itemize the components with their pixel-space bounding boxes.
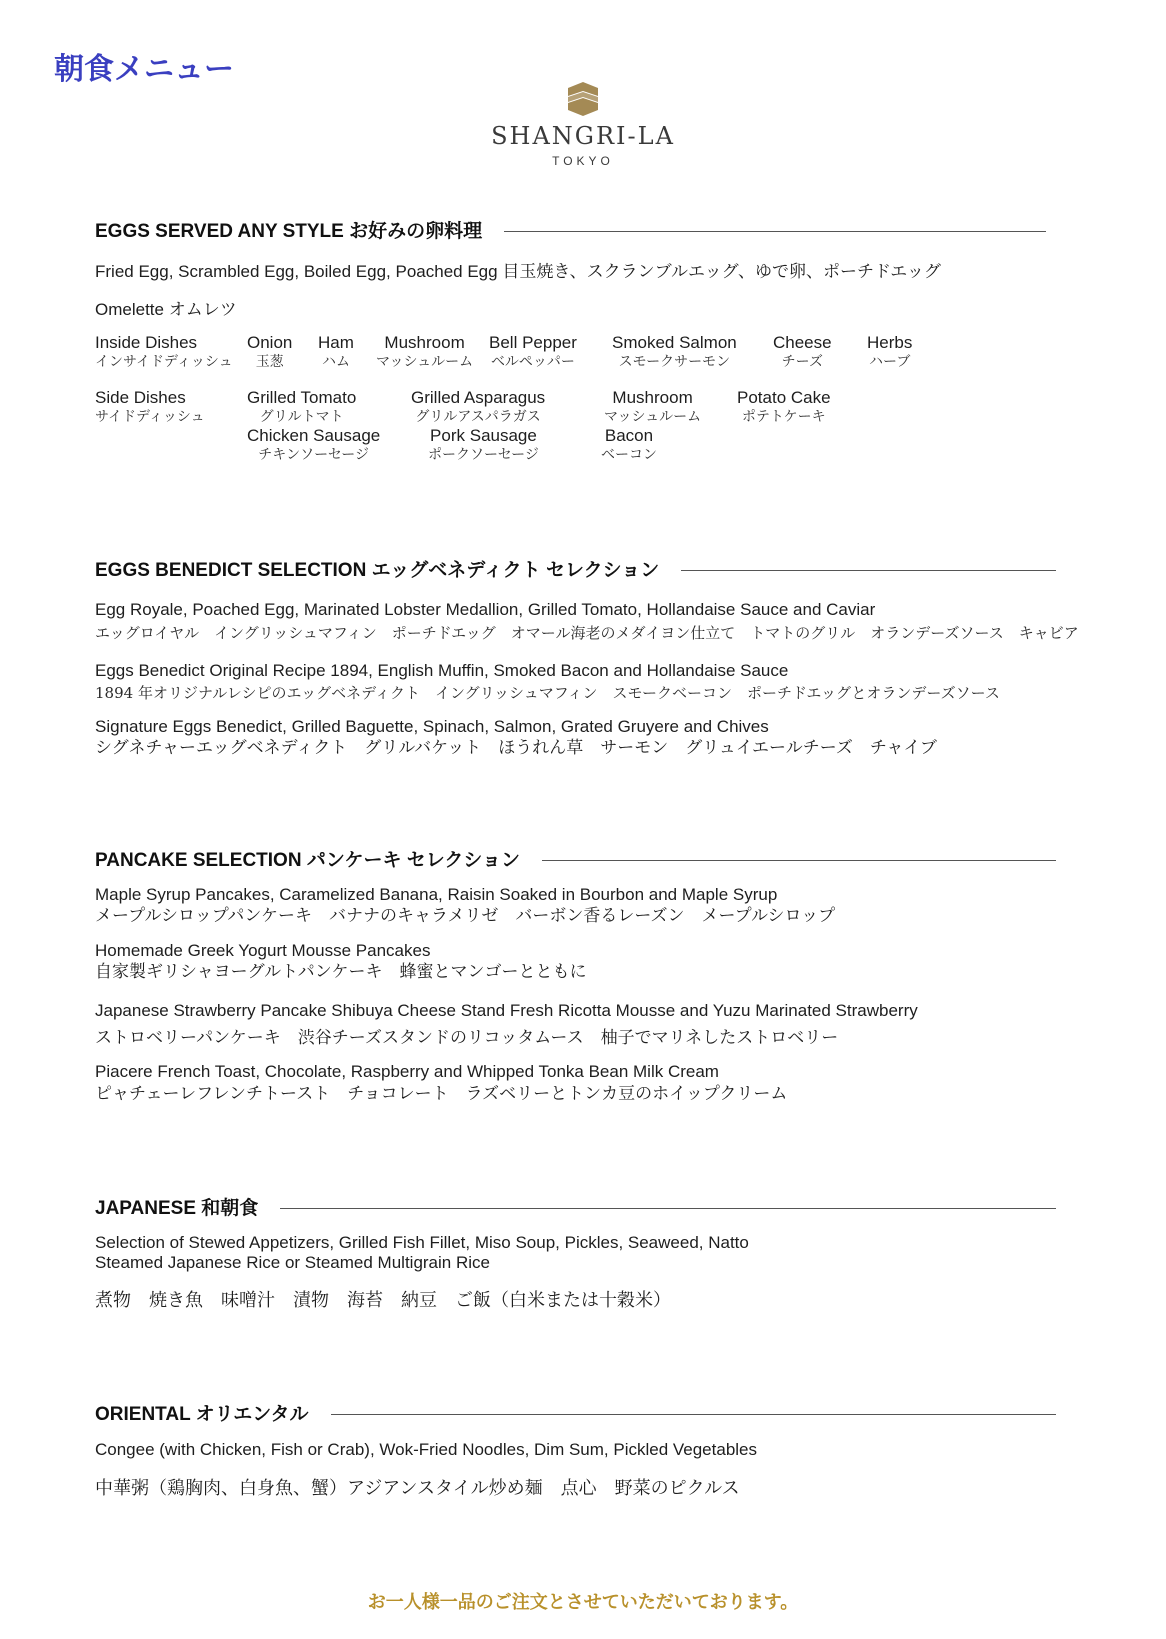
item-ja: ポークソーセージ xyxy=(428,447,539,463)
divider xyxy=(681,570,1056,571)
inside-item xyxy=(612,333,737,371)
benedict-item-en: Egg Royale, Poached Egg, Marinated Lobster Medallion, Grilled Tomato, Hollandaise Sauce and Caviar xyxy=(95,600,876,619)
egg-styles-ja: 目玉焼き、スクランブルエッグ、ゆで卵、ポーチドエッグ xyxy=(502,262,941,282)
heading-text: ORIENTAL オリエンタル xyxy=(95,1403,309,1425)
item-en: Onion xyxy=(247,333,293,352)
benedict-item-en: Signature Eggs Benedict, Grilled Baguette, Spinach, Salmon, Grated Gruyere and Chives xyxy=(95,717,769,736)
heading-text: JAPANESE 和朝食 xyxy=(95,1197,259,1219)
item-en: Cheese xyxy=(773,333,832,352)
egg-styles xyxy=(95,257,941,282)
pancake-item-ja: メープルシロップパンケーキ バナナのキャラメリゼ バーボン香るレーズン メープルシロップ xyxy=(95,906,836,926)
japanese-en-line-1: Selection of Stewed Appetizers, Grilled Fish Fillet, Miso Soup, Pickles, Seaweed, Natto xyxy=(95,1233,749,1252)
item-ja: チキンソーセージ xyxy=(258,447,369,463)
pancake-item-en: Maple Syrup Pancakes, Caramelized Banana, Raisin Soaked in Bourbon and Maple Syrup xyxy=(95,885,778,904)
heading-text: EGGS SERVED ANY STYLE お好みの卵料理 xyxy=(95,220,483,242)
inside-item xyxy=(867,333,912,371)
omelette-en: Omelette xyxy=(95,300,164,319)
order-notice: お一人様一品のご注文とさせていただいております。 xyxy=(367,1592,799,1613)
item-en: Herbs xyxy=(867,333,913,352)
benedict-item-ja: 1894 年オリジナルレシピのエッグベネディクト イングリッシュマフィン スモークベーコン ポーチドエッグとオランデーズソース xyxy=(95,684,1000,702)
item-en: Mushroom xyxy=(612,388,693,407)
section-heading-pancake xyxy=(95,846,1056,870)
item-ja: マッシュルーム xyxy=(376,354,474,370)
item-en: Chicken Sausage xyxy=(247,426,381,445)
benedict-item-en: Eggs Benedict Original Recipe 1894, English Muffin, Smoked Bacon and Hollandaise Sauce xyxy=(95,661,789,680)
side-dishes-label xyxy=(95,388,205,426)
divider xyxy=(504,231,1046,232)
label-en: Inside Dishes xyxy=(95,333,198,352)
item-en: Pork Sausage xyxy=(430,426,537,445)
inside-item xyxy=(318,333,354,371)
side-item xyxy=(428,426,539,464)
inside-item xyxy=(247,333,292,371)
pancake-item-en: Piacere French Toast, Chocolate, Raspberry and Whipped Tonka Bean Milk Cream xyxy=(95,1062,719,1081)
item-ja: グリルトマト xyxy=(259,409,344,425)
side-item xyxy=(411,388,545,426)
item-ja: スモークサーモン xyxy=(618,354,731,370)
pancake-item-en: Japanese Strawberry Pancake Shibuya Cheese Stand Fresh Ricotta Mousse and Yuzu Marinated Strawberry xyxy=(95,1001,918,1020)
omelette-ja: オムレツ xyxy=(168,300,237,320)
mountain-emblem-icon xyxy=(568,82,598,116)
page-title: 朝食メニュー xyxy=(54,52,234,87)
item-ja: チーズ xyxy=(781,354,823,370)
shangri-la-logo xyxy=(470,82,696,168)
item-en: Smoked Salmon xyxy=(612,333,737,352)
item-en: Bacon xyxy=(604,426,654,445)
pancake-item-ja: 自家製ギリシャヨーグルトパンケーキ 蜂蜜とマンゴーとともに xyxy=(95,962,587,982)
item-en: Grilled Asparagus xyxy=(411,388,546,407)
heading-text: EGGS BENEDICT SELECTION エッグベネディクト セレクション xyxy=(95,559,660,581)
heading-text: PANCAKE SELECTION パンケーキ セレクション xyxy=(95,849,520,871)
item-en: Bell Pepper xyxy=(489,333,577,352)
omelette xyxy=(95,295,237,320)
logo-city: TOKYO xyxy=(552,154,614,168)
benedict-item-ja: エッグロイヤル イングリッシュマフィン ポーチドエッグ オマール海老のメダイヨン仕立て トマトのグリル オランデーズソース キャビア xyxy=(95,624,1079,642)
label-en: Side Dishes xyxy=(95,388,186,407)
side-item xyxy=(247,426,380,464)
item-en: Grilled Tomato xyxy=(247,388,357,407)
item-ja: グリルアスパラガス xyxy=(415,409,541,425)
side-item xyxy=(604,388,701,426)
inside-item xyxy=(773,333,832,371)
egg-styles-en: Fried Egg, Scrambled Egg, Boiled Egg, Poached Egg xyxy=(95,262,498,281)
pancake-item-ja: ピャチェーレフレンチトースト チョコレート ラズベリーとトンカ豆のホイップクリーム xyxy=(95,1084,788,1104)
logo-name: SHANGRI-LA xyxy=(491,122,675,150)
section-heading-japanese xyxy=(95,1194,1056,1218)
side-item xyxy=(601,426,657,464)
label-ja: インサイドディッシュ xyxy=(95,354,233,370)
item-en: Mushroom xyxy=(384,333,465,352)
inside-item xyxy=(489,333,577,371)
japanese-ja: 煮物 焼き魚 味噌汁 漬物 海苔 納豆 ご飯（白米または十穀米） xyxy=(95,1290,671,1311)
pancake-item-en: Homemade Greek Yogurt Mousse Pancakes xyxy=(95,941,431,960)
pancake-item-ja: ストロベリーパンケーキ 渋谷チーズスタンドのリコッタムース 柚子でマリネしたストロベリー xyxy=(95,1028,839,1048)
item-ja: ポテトケーキ xyxy=(741,409,826,425)
section-heading-eggs xyxy=(95,217,1046,241)
item-ja: ベルペッパー xyxy=(490,354,575,370)
inside-dishes-label xyxy=(95,333,233,371)
oriental-en: Congee (with Chicken, Fish or Crab), Wok-Fried Noodles, Dim Sum, Pickled Vegetables xyxy=(95,1440,758,1459)
section-heading-benedict xyxy=(95,556,1056,580)
japanese-en-line-2: Steamed Japanese Rice or Steamed Multigrain Rice xyxy=(95,1253,490,1272)
oriental-ja: 中華粥（鶏胸肉、白身魚、蟹）アジアンスタイル炒め麺 点心 野菜のピクルス xyxy=(95,1478,740,1499)
side-item xyxy=(737,388,831,426)
item-en: Ham xyxy=(318,333,354,352)
item-ja: ベーコン xyxy=(601,447,657,463)
item-ja: マッシュルーム xyxy=(604,409,702,425)
benedict-item-ja: シグネチャーエッグベネディクト グリルバケット ほうれん草 サーモン グリュイエールチーズ チャイブ xyxy=(95,738,937,758)
inside-item xyxy=(376,333,473,371)
item-en: Potato Cake xyxy=(737,388,831,407)
label-ja: サイドディッシュ xyxy=(95,409,205,425)
item-ja: 玉葱 xyxy=(255,354,284,370)
divider xyxy=(542,860,1056,861)
side-item xyxy=(247,388,356,426)
divider xyxy=(331,1414,1057,1415)
item-ja: ハム xyxy=(321,354,350,370)
section-heading-oriental xyxy=(95,1400,1056,1424)
item-ja: ハーブ xyxy=(869,354,911,370)
divider xyxy=(280,1208,1056,1209)
